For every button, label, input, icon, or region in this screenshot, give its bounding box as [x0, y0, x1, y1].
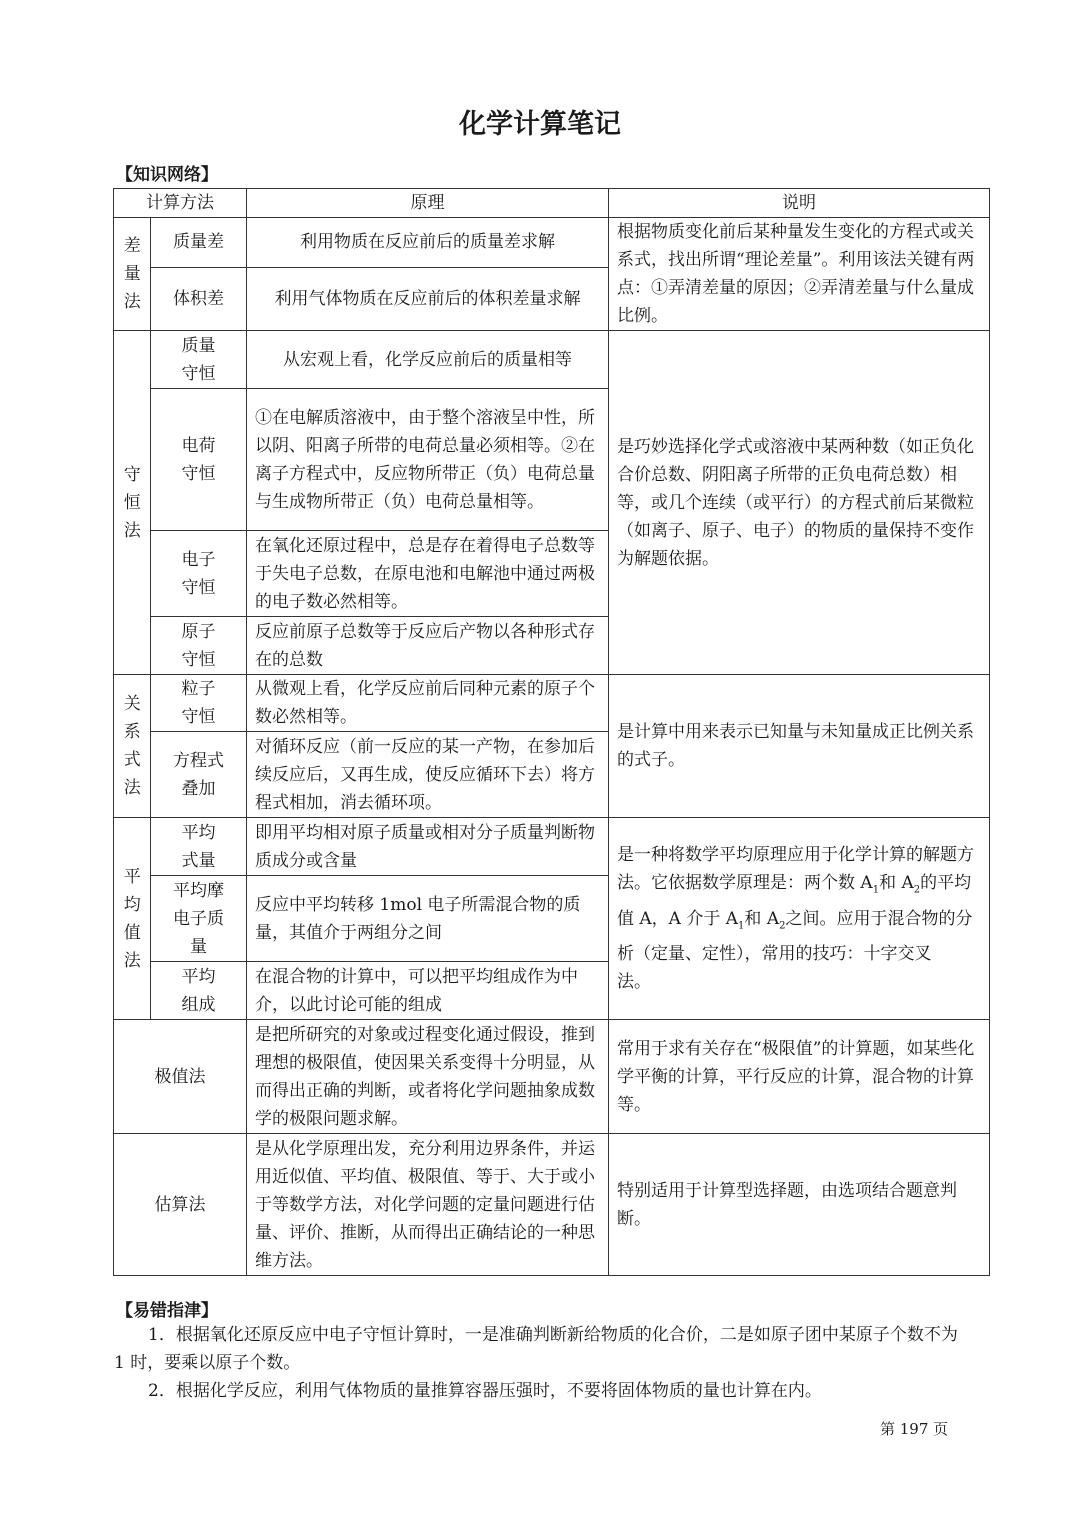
knowledge-network-label: 【知识网络】 [116, 165, 218, 185]
table-row [114, 331, 990, 389]
method-cell: 极值法 [114, 1020, 247, 1134]
principle-cell: 在氧化还原过程中，总是存在着得电子总数等于失电子总数，在原电池和电解池中通过两极的电子数必然相等。 [247, 531, 609, 617]
method-cell: 电荷守恒 [151, 389, 247, 531]
method-cell: 平均摩电子质量 [151, 876, 247, 962]
principle-cell: 对循环反应（前一反应的某一产物，在参加后续反应后，又再生成，使反应循环下去）将方程式相加，消去循环项。 [247, 732, 609, 818]
principle-cell: 反应前原子总数等于反应后产物以各种形式存在的总数 [247, 617, 609, 675]
method-cell: 估算法 [114, 1134, 247, 1276]
principle-cell: 在混合物的计算中，可以把平均组成作为中介，以此讨论可能的组成 [247, 962, 609, 1020]
category-cell: 平均值法 [114, 818, 151, 1020]
method-cell: 质量守恒 [151, 331, 247, 389]
category-cell: 守恒法 [114, 331, 151, 675]
error-tip-2: 2．根据化学反应，利用气体物质的量推算容器压强时，不要将固体物质的量也计算在内。 [148, 1381, 822, 1401]
note-cell: 是一种将数学平均原理应用于化学计算的解题方法。它依据数学原理是：两个数 $A_1$和 $A_2$的平均值 A，A 介于 $A_1$和 $A_2$之间。应用于混合物的分析（定量、定性），常用的技巧：十字交叉 法。 [609, 818, 990, 1020]
note-cell: 特别适用于计算型选择题，由选项结合题意判断。 [609, 1134, 990, 1276]
principle-cell: ①在电解质溶液中，由于整个溶液呈中性，所以阴、阳离子所带的电荷总量必须相等。②在离子方程式中，反应物所带正（负）电荷总量与生成物所带正（负）电荷总量相等。 [247, 389, 609, 531]
note-cell: 常用于求有关存在“极限值”的计算题，如某些化学平衡的计算，平行反应的计算，混合物的计算等。 [609, 1020, 990, 1134]
table-row [114, 818, 990, 876]
error-tip-1: 1．根据氧化还原反应中电子守恒计算时，一是准确判断新给物质的化合价，二是如原子团中某原子个数不为 1 时，要乘以原子个数。 [114, 1325, 958, 1373]
table-row [114, 1020, 990, 1134]
page-title: 化学计算笔记 [459, 109, 621, 140]
principle-cell: 反应中平均转移 1mol 电子所需混合物的质量，其值介于两组分之间 [247, 876, 609, 962]
table-row [114, 218, 990, 268]
common-errors-label: 【易错指津】 [116, 1301, 218, 1321]
method-cell: 原子守恒 [151, 617, 247, 675]
method-cell: 平均组成 [151, 962, 247, 1020]
header-principle: 原理 [247, 189, 609, 218]
header-note: 说明 [609, 189, 990, 218]
method-cell: 平均式量 [151, 818, 247, 876]
principle-cell: 即用平均相对原子质量或相对分子质量判断物质成分或含量 [247, 818, 609, 876]
method-cell: 方程式叠加 [151, 732, 247, 818]
page-number: 第 197 页 [880, 1420, 949, 1438]
note-cell: 是巧妙选择化学式或溶液中某两种数（如正负化合价总数、阴阳离子所带的正负电荷总数）相等，或几个连续（或平行）的方程式前后某微粒（如离子、原子、电子）的物质的量保持不变作为解题依据。 [609, 331, 990, 675]
note-cell: 根据物质变化前后某种量发生变化的方程式或关系式，找出所谓“理论差量”。利用该法关键有两点：①弄清差量的原因；②弄清差量与什么量成比例。 [609, 218, 990, 331]
principle-cell: 从宏观上看，化学反应前后的质量相等 [247, 331, 609, 389]
principle-cell: 是把所研究的对象或过程变化通过假设，推到理想的极限值，使因果关系变得十分明显，从而得出正确的判断，或者将化学问题抽象成数学的极限问题求解。 [247, 1020, 609, 1134]
table-row [114, 675, 990, 732]
table-row [114, 1134, 990, 1276]
header-method: 计算方法 [114, 189, 247, 218]
category-cell: 差量法 [114, 218, 151, 331]
principle-cell: 是从化学原理出发，充分利用边界条件，并运用近似值、平均值、极限值、等于、大于或小于等数学方法，对化学问题的定量问题进行估量、评价、推断，从而得出正确结论的一种思维方法。 [247, 1134, 609, 1276]
knowledge-network-table [113, 188, 990, 1276]
principle-cell: 利用气体物质在反应前后的体积差量求解 [247, 267, 609, 330]
method-cell: 粒子守恒 [151, 675, 247, 732]
principle-cell: 从微观上看，化学反应前后同种元素的原子个数必然相等。 [247, 675, 609, 732]
method-cell: 电子守恒 [151, 531, 247, 617]
category-cell: 关系式法 [114, 675, 151, 818]
method-cell: 体积差 [151, 267, 247, 330]
principle-cell: 利用物质在反应前后的质量差求解 [247, 218, 609, 268]
table-header-row [114, 189, 990, 218]
method-cell: 质量差 [151, 218, 247, 268]
note-cell: 是计算中用来表示已知量与未知量成正比例关系的式子。 [609, 675, 990, 818]
